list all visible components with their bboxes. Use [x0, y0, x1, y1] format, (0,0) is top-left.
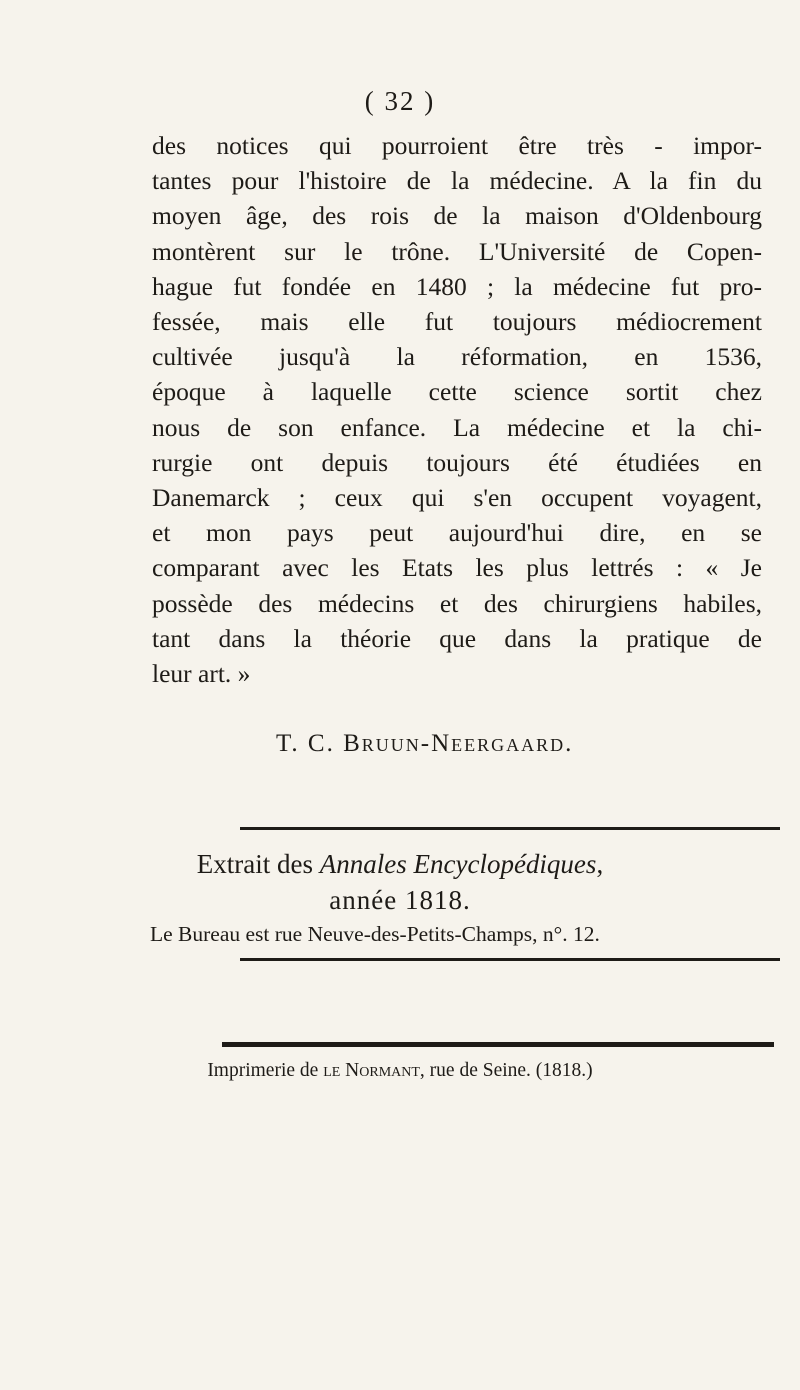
- signature-initials: T. C.: [276, 730, 335, 757]
- signature-name: Bruun-Neergaard.: [343, 730, 574, 757]
- divider-rule-heavy: [222, 1042, 774, 1047]
- body-line: et mon pays peut aujourd'hui dire, en se: [152, 518, 762, 548]
- body-line: hague fut fondée en 1480 ; la médecine fut pro-: [152, 271, 762, 301]
- body-line: des notices qui pourroient être très - impor-: [152, 131, 762, 160]
- body-line: moyen âge, des rois de la maison d'Oldenbourg: [152, 201, 762, 231]
- extract-line: [0, 848, 800, 880]
- bureau-address: Le Bureau est rue Neuve-des-Petits-Champs, n°. 12.: [150, 922, 600, 946]
- body-line: rurgie ont depuis toujours été étudiées en: [152, 447, 762, 477]
- extract-suffix: ,: [596, 849, 604, 879]
- body-line: tantes pour l'histoire de la médecine. A la fin du: [152, 166, 762, 196]
- extract-year: année 1818.: [329, 885, 471, 915]
- imprint-printer: le Normant: [323, 1060, 420, 1081]
- extract-prefix: Extrait des: [196, 849, 314, 879]
- divider-rule: [240, 827, 780, 830]
- body-line: nous de son enfance. La médecine et la chi-: [152, 412, 762, 442]
- body-line: Danemarck ; ceux qui s'en occupent voyagent,: [152, 483, 762, 513]
- extract-title: Annales Encyclopédiques: [319, 849, 597, 879]
- body-paragraph: [152, 128, 762, 691]
- signature: [276, 730, 573, 758]
- body-line: époque à laquelle cette science sortit chez: [152, 377, 762, 407]
- body-line: fessée, mais elle fut toujours médiocrement: [152, 307, 762, 337]
- body-line: leur art. »: [152, 659, 251, 689]
- body-line: possède des médecins et des chirurgiens habiles,: [152, 588, 762, 618]
- body-line: tant dans la théorie que dans la pratique de: [152, 623, 762, 653]
- divider-rule: [240, 958, 780, 961]
- page-number: ( 32 ): [364, 86, 436, 116]
- body-line: comparant avec les Etats les plus lettrés : « Je: [152, 553, 762, 583]
- imprint-line: [0, 1060, 800, 1082]
- imprint-prefix: Imprimerie de: [207, 1060, 319, 1081]
- body-line: cultivée jusqu'à la réformation, en 1536,: [152, 342, 762, 372]
- body-line: montèrent sur le trône. L'Université de Copen-: [152, 236, 762, 266]
- imprint-suffix: , rue de Seine. (1818.): [419, 1060, 593, 1081]
